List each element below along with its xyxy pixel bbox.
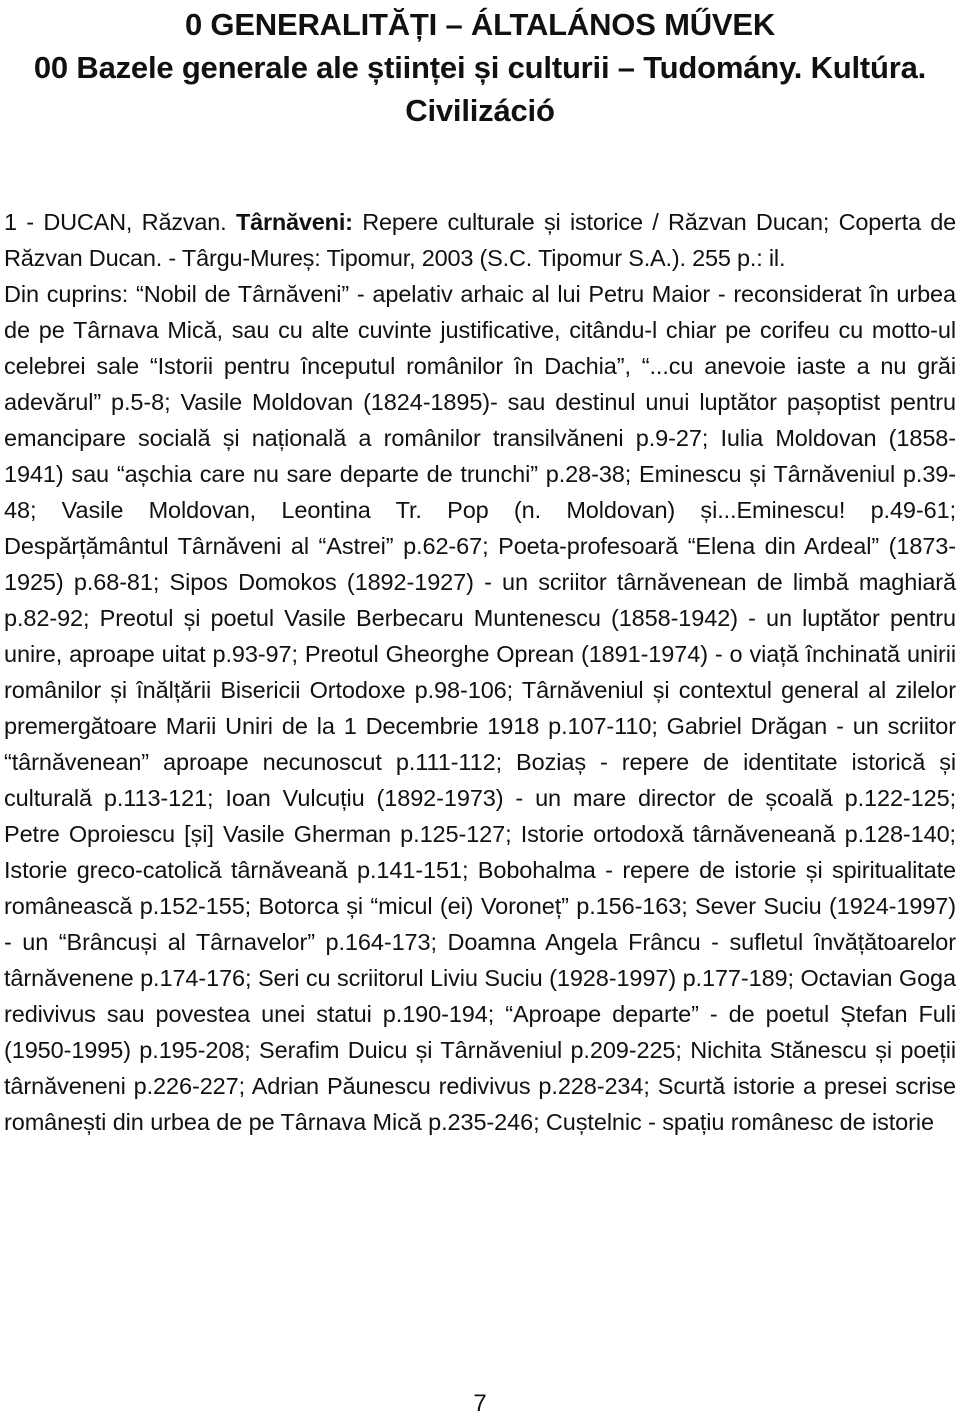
- entry-citation: [4, 204, 956, 276]
- subsection-heading: 00 Bazele generale ale științei și culturii – Tudomány. Kultúra.: [33, 50, 927, 85]
- bibliographic-entry: [4, 204, 956, 1140]
- entry-publication-details: Repere culturale și istorice / Răzvan Ducan; Coperta de Răzvan Ducan. - Târgu-Mureș: Tipomur, 2003 (S.C. Tipomur S.A.). 255 p.: il.: [4, 209, 956, 271]
- entry-contents: Din cuprins: “Nobil de Târnăveni” - apelativ arhaic al lui Petru Maior - reconsiderat în urbea de pe Târnava Mică, sau cu alte cuvinte justificative, citându-l chiar pe corifeu cu motto-ul celebrei sale “Istorii pentru începutul românilor în Dachia”, “...cu anevoie iaste a nu grăi adevărul” p.5-8; Vasile Moldovan (1824-1895)- sau destinul unui luptător pașoptist pentru emancipare socială și națională a românilor transilvăneni p.9-27; Iulia Moldovan (1858-1941) sau “așchia care nu sare departe de trunchi” p.28-38; Eminescu și Târnăveniul p.39-48; Vasile Moldovan, Leontina Tr. Pop (n. Moldovan) și...Eminescu! p.49-61; Despărțământul Târnăveni al “Astrei” p.62-67; Poeta-profesoară “Elena din Ardeal” (1873-1925) p.68-81; Sipos Domokos (1892-1927) - un scriitor târnăvenean de limbă maghiară p.82-92; Preotul și poetul Vasile Berbecaru Muntenescu (1858-1942) - un luptător pentru unire, aproape uitat p.93-97; Preotul Gheorghe Oprean (1891-1974) - o viață închinată unirii românilor și înălțării Bisericii Ortodoxe p.98-106; Târnăveniul și contextul general al zilelor premergătoare Marii Uniri de la 1 Decembrie 1918 p.107-110; Gabriel Drăgan - un scriitor “târnăvenean” aproape necunoscut p.111-112; Boziaș - repere de identitate istorică și culturală p.113-121; Ioan Vulcuțiu (1892-1973) - un mare director de școală p.122-125; Petre Oproiescu [și] Vasile Gherman p.125-127; Istorie ortodoxă târnăveneană p.128-140; Istorie greco-catolică târnăveană p.141-151; Bobohalma - repere de istorie și spiritualitate românească p.152-155; Botorca și “micul (ei) Voroneț” p.156-163; Sever Suciu (1924-1997) - un “Brâncuși al Târnavelor” p.164-173; Doamna Angela Frâncu - sufletul învățătoarelor târnăvenene p.174-176; Seri cu scriitorul Liviu Suciu (1928-1997) p.177-189; Octavian Goga redivivus sau povestea unei statui p.190-194; “Aproape departe” - de poetul Ștefan Fuli (1950-1995) p.195-208; Serafim Duicu și Târnăveniul p.209-225; Nichita Stănescu și poeții târnăveneni p.226-227; Adrian Păunescu redivivus p.228-234; Scurtă istorie a presei scrise românești din urbea de pe Târnava Mică p.235-246; Cuștelnic - spațiu românesc de istorie: [4, 281, 956, 1135]
- subsection-heading-continuation: Civilizáció: [405, 93, 555, 128]
- entry-title: Târnăveni:: [235, 209, 353, 235]
- entry-number: 1 - DUCAN, Răzvan.: [4, 209, 227, 235]
- page-number: 7: [473, 1390, 487, 1417]
- section-heading: 0 GENERALITĂȚI – ÁLTALÁNOS MŰVEK: [184, 7, 776, 42]
